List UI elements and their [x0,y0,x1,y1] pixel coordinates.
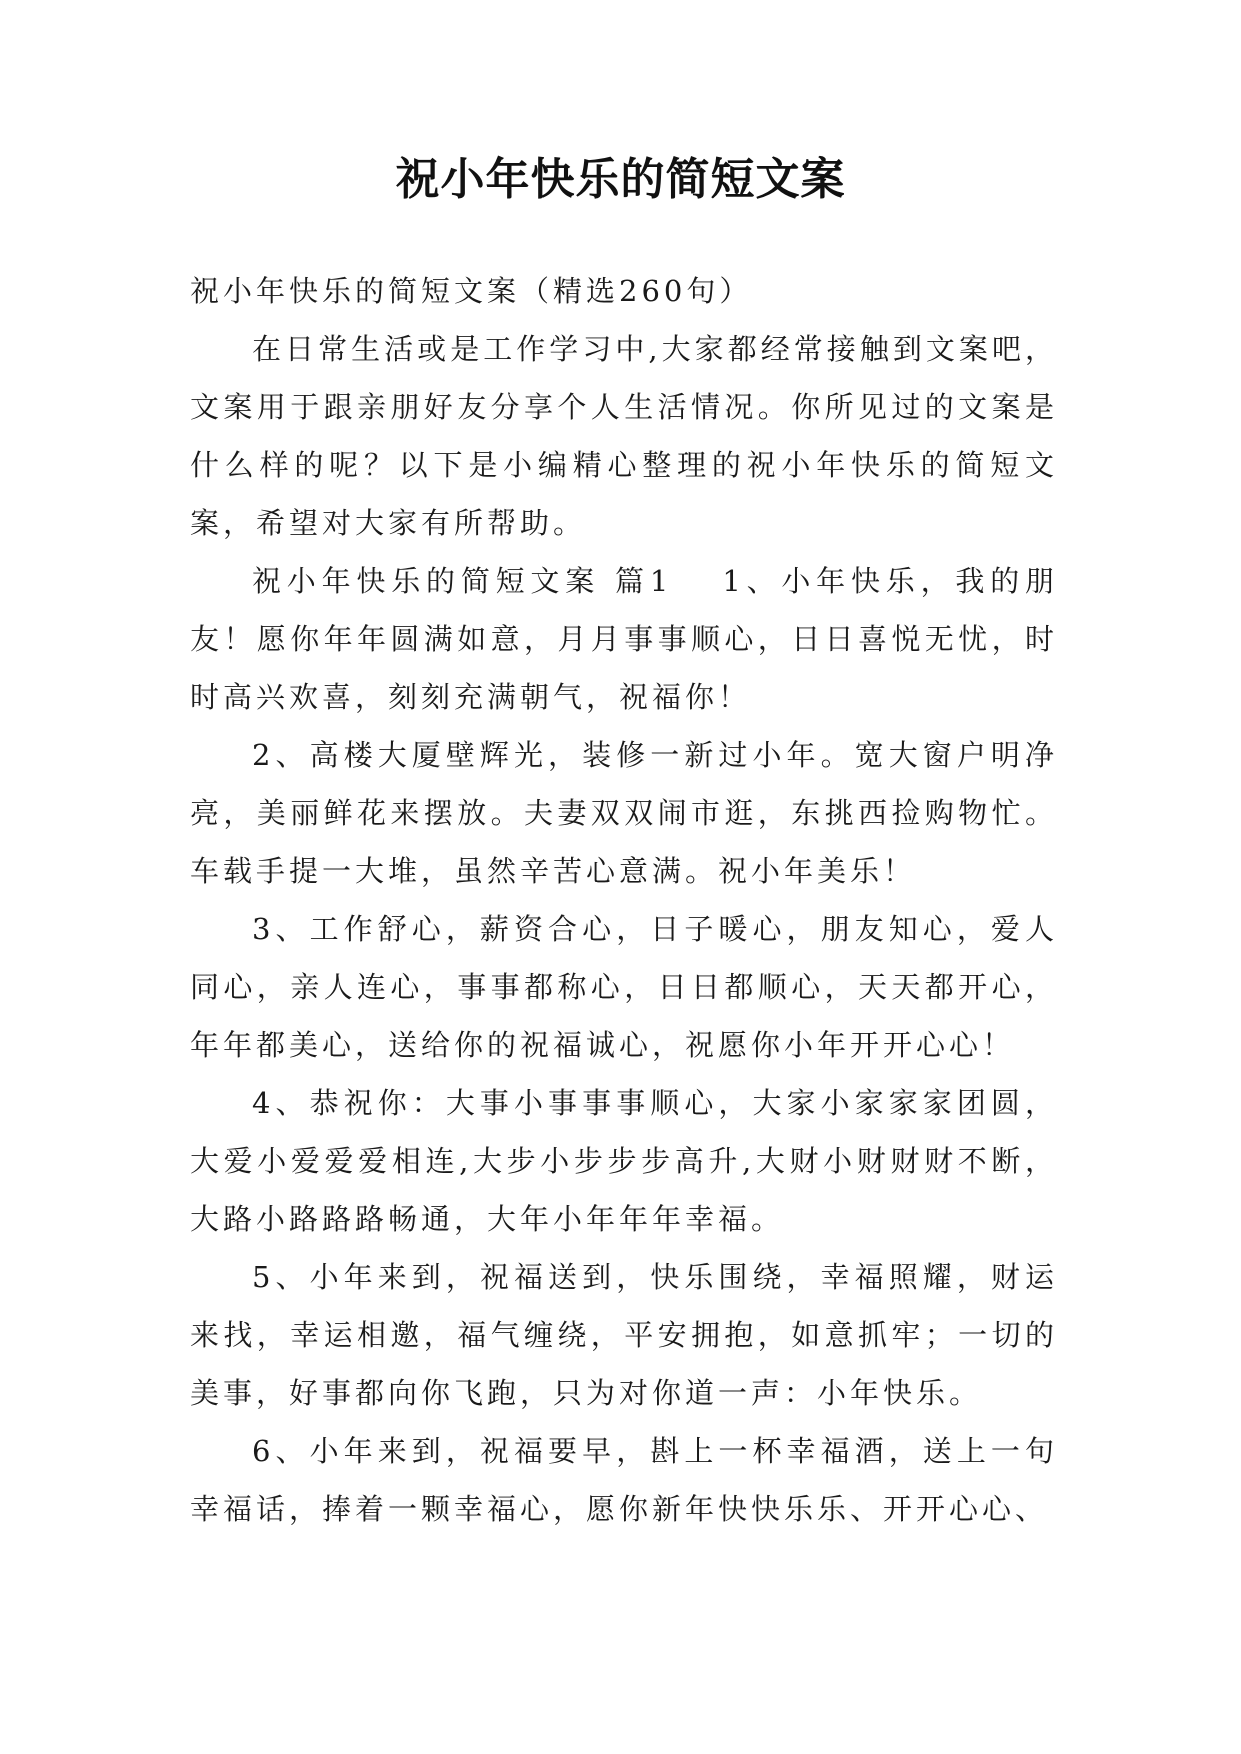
document-subtitle: 祝小年快乐的简短文案（精选260句） [190,274,753,308]
section-heading: 祝小年快乐的简短文案 篇1 [252,564,673,598]
section-paragraph [190,552,1058,726]
document-title: 祝小年快乐的简短文案 [395,154,846,205]
list-item: 5、小年来到，祝福送到，快乐围绕，幸福照耀，财运来找，幸运相邀，福气缠绕，平安拥抱，如意抓牢；一切的美事，好事都向你飞跑，只为对你道一声：小年快乐。 [190,1260,1058,1410]
list-item: 3、工作舒心，薪资合心，日子暖心，朋友知心，爱人同心，亲人连心，事事都称心，日日都顺心，天天都开心，年年都美心，送给你的祝福诚心，祝愿你小年开开心心！ [190,912,1058,1062]
list-item: 4、恭祝你：大事小事事事顺心，大家小家家家团圆，大爱小爱爱爱相连,大步小步步步高升,大财小财财财不断，大路小路路路畅通，大年小年年年幸福。 [190,1086,1058,1236]
intro-paragraph: 在日常生活或是工作学习中,大家都经常接触到文案吧，文案用于跟亲朋好友分享个人生活情况。你所见过的文案是什么样的呢？以下是小编精心整理的祝小年快乐的简短文案，希望对大家有所帮助。 [190,332,1058,540]
list-item: 1、小年快乐，我的朋友！愿你年年圆满如意，月月事事顺心，日日喜悦无忧，时时高兴欢喜，刻刻充满朝气，祝福你！ [190,564,1058,714]
list-item: 6、小年来到，祝福要早，斟上一杯幸福酒，送上一句幸福话，捧着一颗幸福心，愿你新年快快乐乐、开开心心、 [190,1434,1058,1526]
list-item: 2、高楼大厦壁辉光，装修一新过小年。宽大窗户明净亮，美丽鲜花来摆放。夫妻双双闹市逛，东挑西捡购物忙。车载手提一大堆，虽然辛苦心意满。祝小年美乐！ [190,738,1058,888]
document-body [190,262,1058,1538]
